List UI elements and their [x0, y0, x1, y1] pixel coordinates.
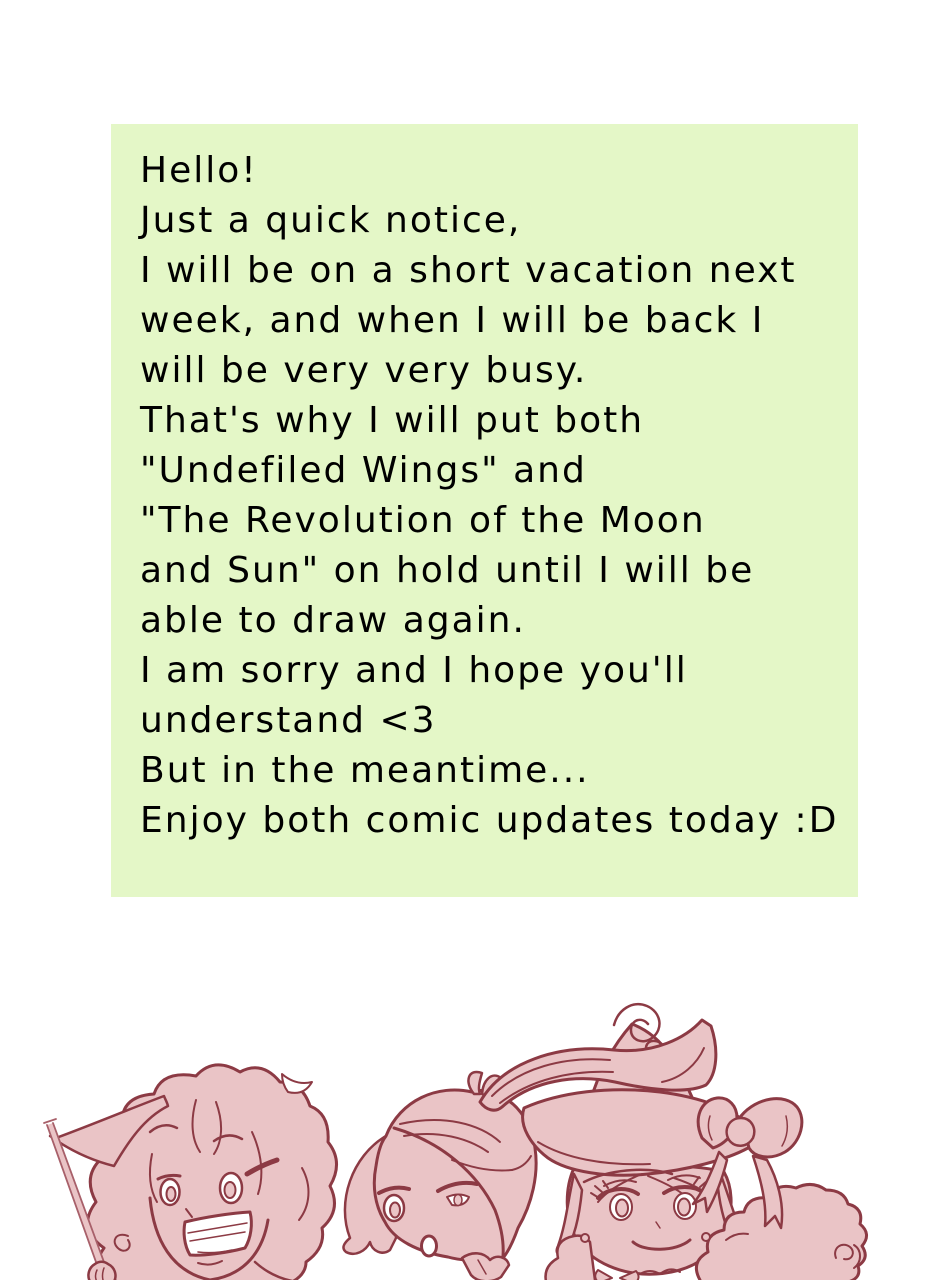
notice-line: will be very very busy. [140, 350, 588, 391]
pupil [390, 1203, 400, 1218]
pupil [225, 1182, 236, 1198]
notice-line: Hello! [140, 150, 258, 191]
notice-line: Enjoy both comic updates today :D [140, 800, 839, 841]
pupil [167, 1187, 176, 1201]
notice-line: But in the meantime... [140, 750, 590, 791]
notice-line: That's why I will put both [140, 400, 645, 441]
earring [581, 1234, 589, 1242]
collar-bow [595, 1270, 612, 1280]
earring [702, 1233, 710, 1241]
girl-curly-hair [44, 1065, 337, 1280]
hair-crescent-gap [282, 1074, 312, 1093]
flag-pole-tip [44, 1119, 56, 1123]
notice-line: Just a quick notice, [140, 200, 522, 241]
shoulder-curls [546, 1236, 596, 1280]
notice-box [111, 124, 858, 897]
pupil [454, 1195, 462, 1206]
notice-line: "The Revolution of the Moon [140, 500, 706, 541]
notice-line: week, and when I will be back I [140, 300, 765, 341]
pupil [616, 1200, 628, 1217]
bow-knot [727, 1118, 755, 1146]
comic-characters-svg [0, 990, 940, 1280]
open-grin-mouth [184, 1212, 251, 1255]
notice-line: I will be on a short vacation next [140, 250, 797, 291]
hair-tie [468, 1072, 482, 1094]
witch-hat [523, 1004, 756, 1175]
notice-line: I am sorry and I hope you'll [140, 650, 688, 691]
braid-start [462, 1253, 509, 1280]
notice-line: "Undefiled Wings" and [140, 450, 587, 491]
notice-line: able to draw again. [140, 600, 526, 641]
surprised-mouth [422, 1236, 437, 1256]
notice-line: understand <3 [140, 700, 437, 741]
pupil [678, 1199, 690, 1216]
comic-characters-illustration [0, 990, 940, 1280]
notice-line: and Sun" on hold until I will be [140, 550, 755, 591]
head-and-bangs [374, 1090, 536, 1261]
